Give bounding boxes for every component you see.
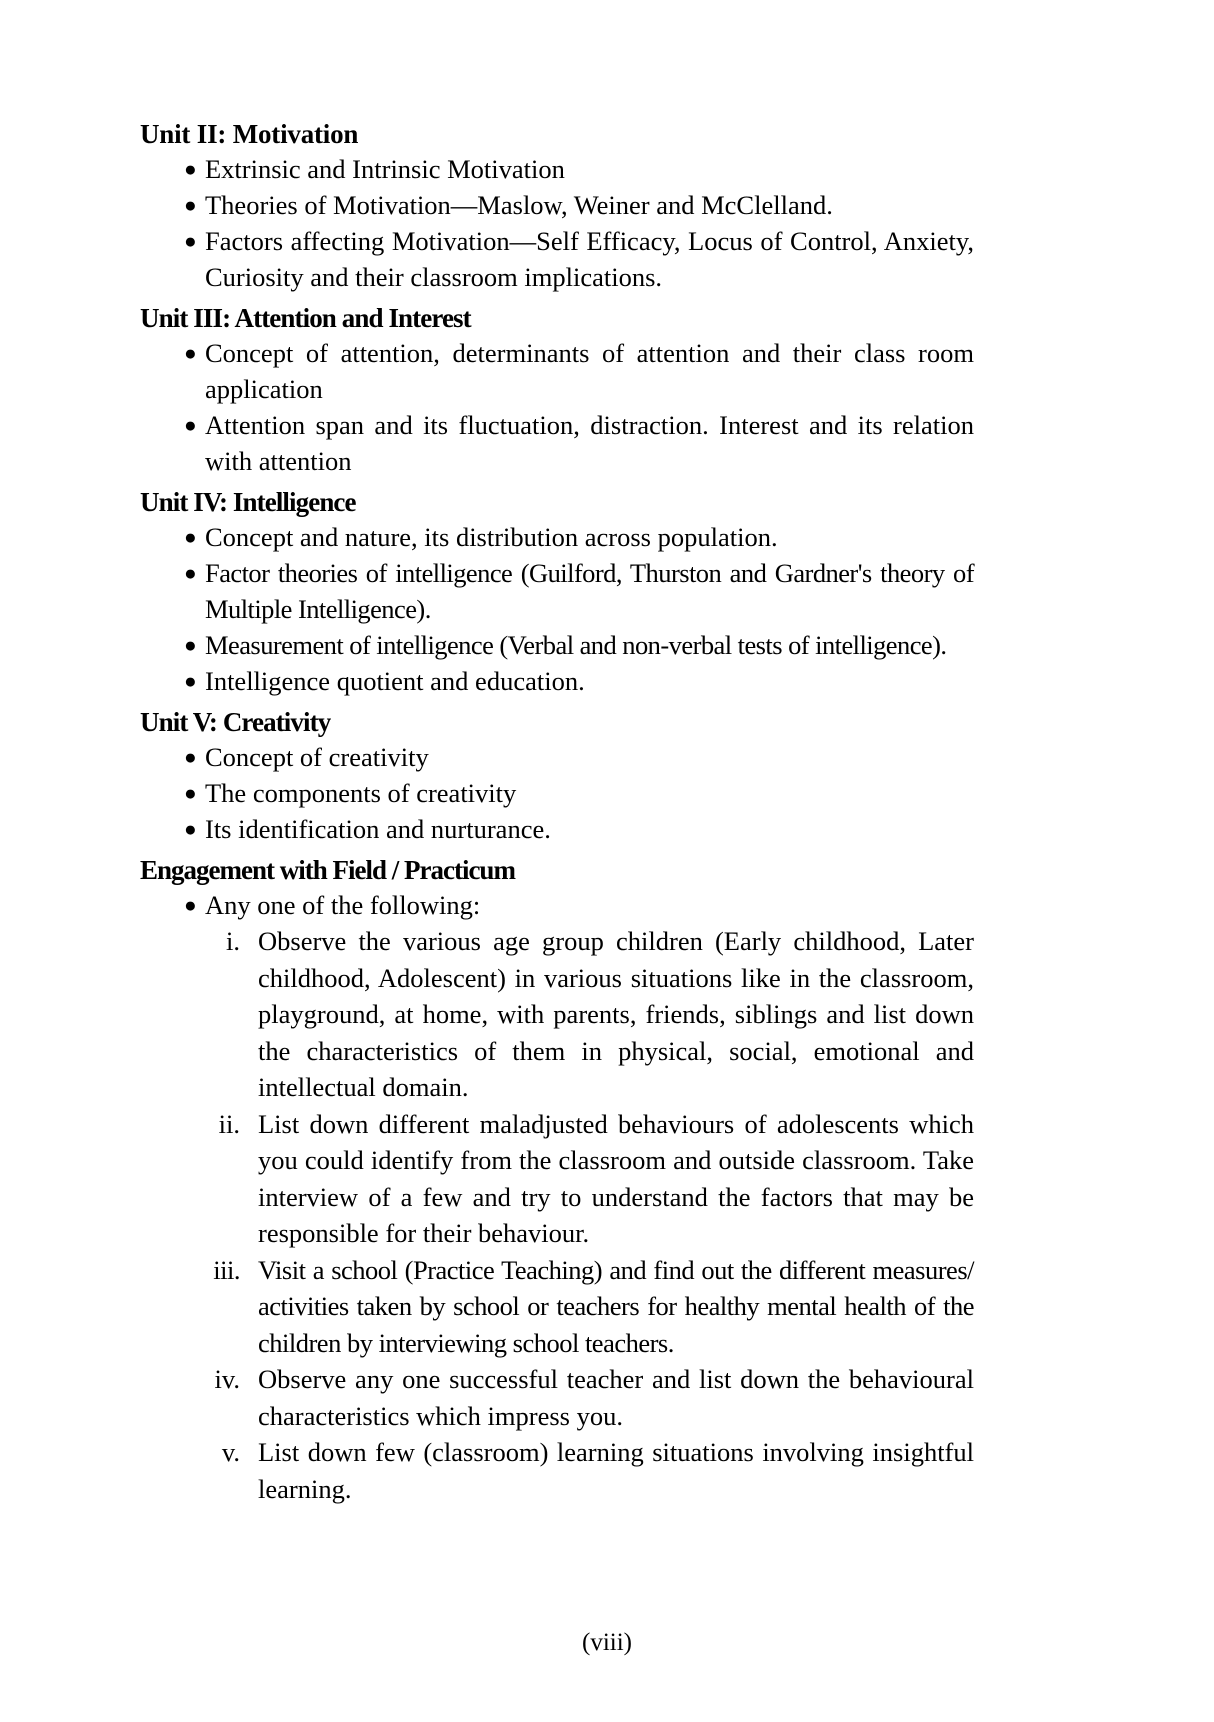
list-item: [140, 223, 974, 295]
bullet-icon: ●: [184, 817, 197, 841]
list-item: [140, 407, 974, 479]
list-item-text: Observe any one successful teacher and list down the behavioural characteristics which impress you.: [258, 1364, 974, 1431]
bullet-icon: ●: [184, 413, 197, 437]
spacer: [140, 479, 974, 486]
list-item: [140, 887, 974, 923]
list-item-text: Measurement of intelligence (Verbal and non-verbal tests of intelligence).: [205, 630, 947, 660]
list-marker: ii.: [218, 1108, 240, 1139]
spacer: [140, 295, 974, 302]
bullet-icon: ●: [184, 157, 197, 181]
list-item-text: The components of creativity: [205, 778, 517, 808]
list-item-text: Factor theories of intelligence (Guilford, Thurston and Gardner's theory of Multiple Intelligence).: [205, 558, 974, 624]
list-item: [140, 627, 974, 663]
bullet-icon: ●: [184, 229, 197, 253]
list-item: [140, 187, 974, 223]
bullet-list-unit-ii: [140, 151, 974, 295]
list-item: [140, 1434, 974, 1507]
spacer: [140, 699, 974, 706]
page-number: (viii): [582, 1629, 632, 1656]
bullet-list-unit-v: [140, 739, 974, 847]
spacer: [140, 847, 974, 854]
list-marker: iii.: [213, 1254, 240, 1285]
list-item-text: Any one of the following:: [205, 890, 481, 920]
section-heading-unit-ii: Unit II: Motivation: [140, 119, 359, 149]
list-item: [140, 923, 974, 1106]
list-item-text: Theories of Motivation—Maslow, Weiner and McClelland.: [205, 190, 833, 220]
list-marker: v.: [221, 1437, 240, 1467]
bullet-icon: ●: [184, 193, 197, 217]
list-item: [140, 1106, 974, 1252]
list-item-text: Attention span and its fluctuation, distraction. Interest and its relation with attention: [205, 410, 974, 476]
list-item-text: Observe the various age group children (Early childhood, Later childhood, Adolescent) in various situations like in the classroom, playground, at home, with parents, friends, siblings and list down the characteristics of them in physical, social, emotional and intellectual domain.: [258, 926, 974, 1102]
list-item: [140, 519, 974, 555]
list-item-text: List down few (classroom) learning situations involving insightful learning.: [258, 1437, 974, 1504]
list-item: [140, 335, 974, 407]
list-item-text: Concept of creativity: [205, 742, 429, 772]
list-item: [140, 555, 974, 627]
bullet-list-engagement: [140, 887, 974, 923]
bullet-icon: ●: [184, 669, 197, 693]
list-item-text: Concept of attention, determinants of attention and their class room application: [205, 338, 974, 404]
list-item: [140, 739, 974, 775]
list-item: [140, 663, 974, 699]
list-item: [140, 811, 974, 847]
bullet-icon: ●: [184, 633, 197, 657]
bullet-icon: ●: [184, 893, 197, 917]
bullet-icon: ●: [184, 561, 197, 585]
bullet-list-unit-iv: [140, 519, 974, 699]
list-item-text: Visit a school (Practice Teaching) and find out the different measures/ activities taken by school or teachers for healthy mental health of the children by interviewing school teachers.: [258, 1254, 974, 1358]
list-item-text: Intelligence quotient and education.: [205, 666, 585, 696]
bullet-list-unit-iii: [140, 335, 974, 479]
list-item: [140, 1361, 974, 1434]
list-item-text: Concept and nature, its distribution across population.: [205, 522, 778, 552]
list-item-text: Factors affecting Motivation—Self Efficacy, Locus of Control, Anxiety, Curiosity and their classroom implications.: [205, 226, 974, 292]
list-item-text: Extrinsic and Intrinsic Motivation: [205, 154, 565, 184]
list-marker: i.: [226, 926, 240, 956]
section-heading-unit-v: Unit V: Creativity: [140, 707, 331, 737]
section-heading-engagement: Engagement with Field / Practicum: [140, 855, 515, 885]
section-heading-unit-iii: Unit III: Attention and Interest: [140, 303, 471, 333]
bullet-icon: ●: [184, 341, 197, 365]
numbered-list-practicum: [140, 923, 974, 1507]
page-content: [140, 118, 974, 1507]
bullet-icon: ●: [184, 781, 197, 805]
list-item: [140, 1252, 974, 1362]
list-item: [140, 775, 974, 811]
list-marker: iv.: [214, 1364, 240, 1394]
bullet-icon: ●: [184, 525, 197, 549]
section-heading-unit-iv: Unit IV: Intelligence: [140, 487, 356, 517]
list-item-text: List down different maladjusted behaviours of adolescents which you could identify from the classroom and outside classroom. Take interview of a few and try to understand the factors that may be responsible for their behaviour.: [258, 1108, 974, 1248]
bullet-icon: ●: [184, 745, 197, 769]
list-item: [140, 151, 974, 187]
list-item-text: Its identification and nurturance.: [205, 814, 551, 844]
